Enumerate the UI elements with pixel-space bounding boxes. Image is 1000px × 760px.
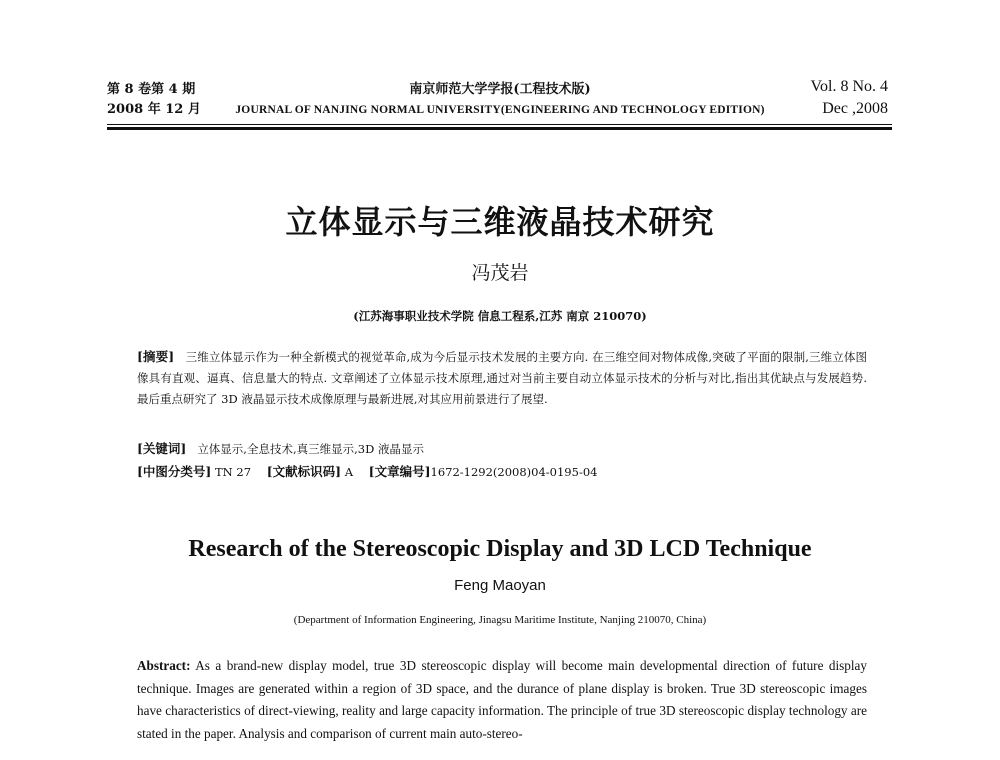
classification-line xyxy=(137,462,867,482)
author-en: Feng Maoyan xyxy=(454,577,546,594)
abstract-text-en: As a brand-new display model, true 3D stereoscopic display will become main developmental direction of future display technique. Images are generated within a region of 3D space, and the durance of plane display is broken. True 3D stereoscopic images have characteristics of direct-viewing, reality and large capacity information. The principle of true 3D stereoscopic display technology are stated in the paper. Analysis and comparison of current main auto-stereo- xyxy=(137,658,867,741)
header-rule-thick xyxy=(107,127,892,130)
keywords-text-cn: 立体显示,全息技术,真三维显示,3D 液晶显示 xyxy=(197,442,424,456)
keywords-label-cn: [关键词] xyxy=(137,441,187,456)
abstract-en xyxy=(137,655,867,745)
journal-name-cn: 南京师范大学学报(工程技术版) xyxy=(409,82,591,97)
date-cn: 2008 年 12 月 xyxy=(107,102,201,117)
volume-issue-en: Vol. 8 No. 4 xyxy=(810,78,888,95)
doc-code-label: [文献标识码] xyxy=(266,464,342,479)
keywords-cn xyxy=(137,439,867,459)
affiliation-en: (Department of Information Engineering, Jinagsu Maritime Institute, Nanjing 210070, China) xyxy=(293,614,707,626)
abstract-label-cn: [摘要] xyxy=(137,349,175,364)
clc-value: TN 27 xyxy=(215,465,252,479)
paper-title-cn: 立体显示与三维液晶技术研究 xyxy=(285,203,715,241)
abstract-label-en: Abstract: xyxy=(137,658,191,673)
affiliation-cn: (江苏海事职业技术学院 信息工程系,江苏 南京 210070) xyxy=(353,309,647,323)
date-en: Dec ,2008 xyxy=(822,100,888,117)
header-volume-info-en xyxy=(811,76,889,120)
doc-code-value: A xyxy=(344,465,353,479)
paper-title-en: Research of the Stereoscopic Display and 3D LCD Technique xyxy=(188,536,812,562)
article-no-label: [文章编号] xyxy=(368,464,431,479)
clc-label: [中图分类号] xyxy=(137,464,212,479)
author-cn: 冯茂岩 xyxy=(471,262,529,284)
article-no-value: 1672-1292(2008)04-0195-04 xyxy=(430,465,598,479)
header-volume-info xyxy=(107,80,201,120)
volume-issue-cn: 第 8 卷第 4 期 xyxy=(107,82,196,97)
journal-name-en: JOURNAL OF NANJING NORMAL UNIVERSITY(ENGINEERING AND TECHNOLOGY EDITION) xyxy=(235,104,765,116)
abstract-text-cn: 三维立体显示作为一种全新模式的视觉革命,成为今后显示技术发展的主要方向. 在三维空间对物体成像,突破了平面的限制,三维立体图像具有直观、逼真、信息量大的特点. 文章阐述了立体显示技术原理,通过对当前主要自动立体显示技术的分析与对比,指出其优缺点与发展趋势. 最后重点研究了 3D 液晶显示技术成像原理与最新进展,对其应用前景进行了展望. xyxy=(137,350,867,406)
header-rule-thin xyxy=(107,124,892,125)
abstract-cn xyxy=(137,346,867,410)
header-journal-name xyxy=(210,80,790,120)
